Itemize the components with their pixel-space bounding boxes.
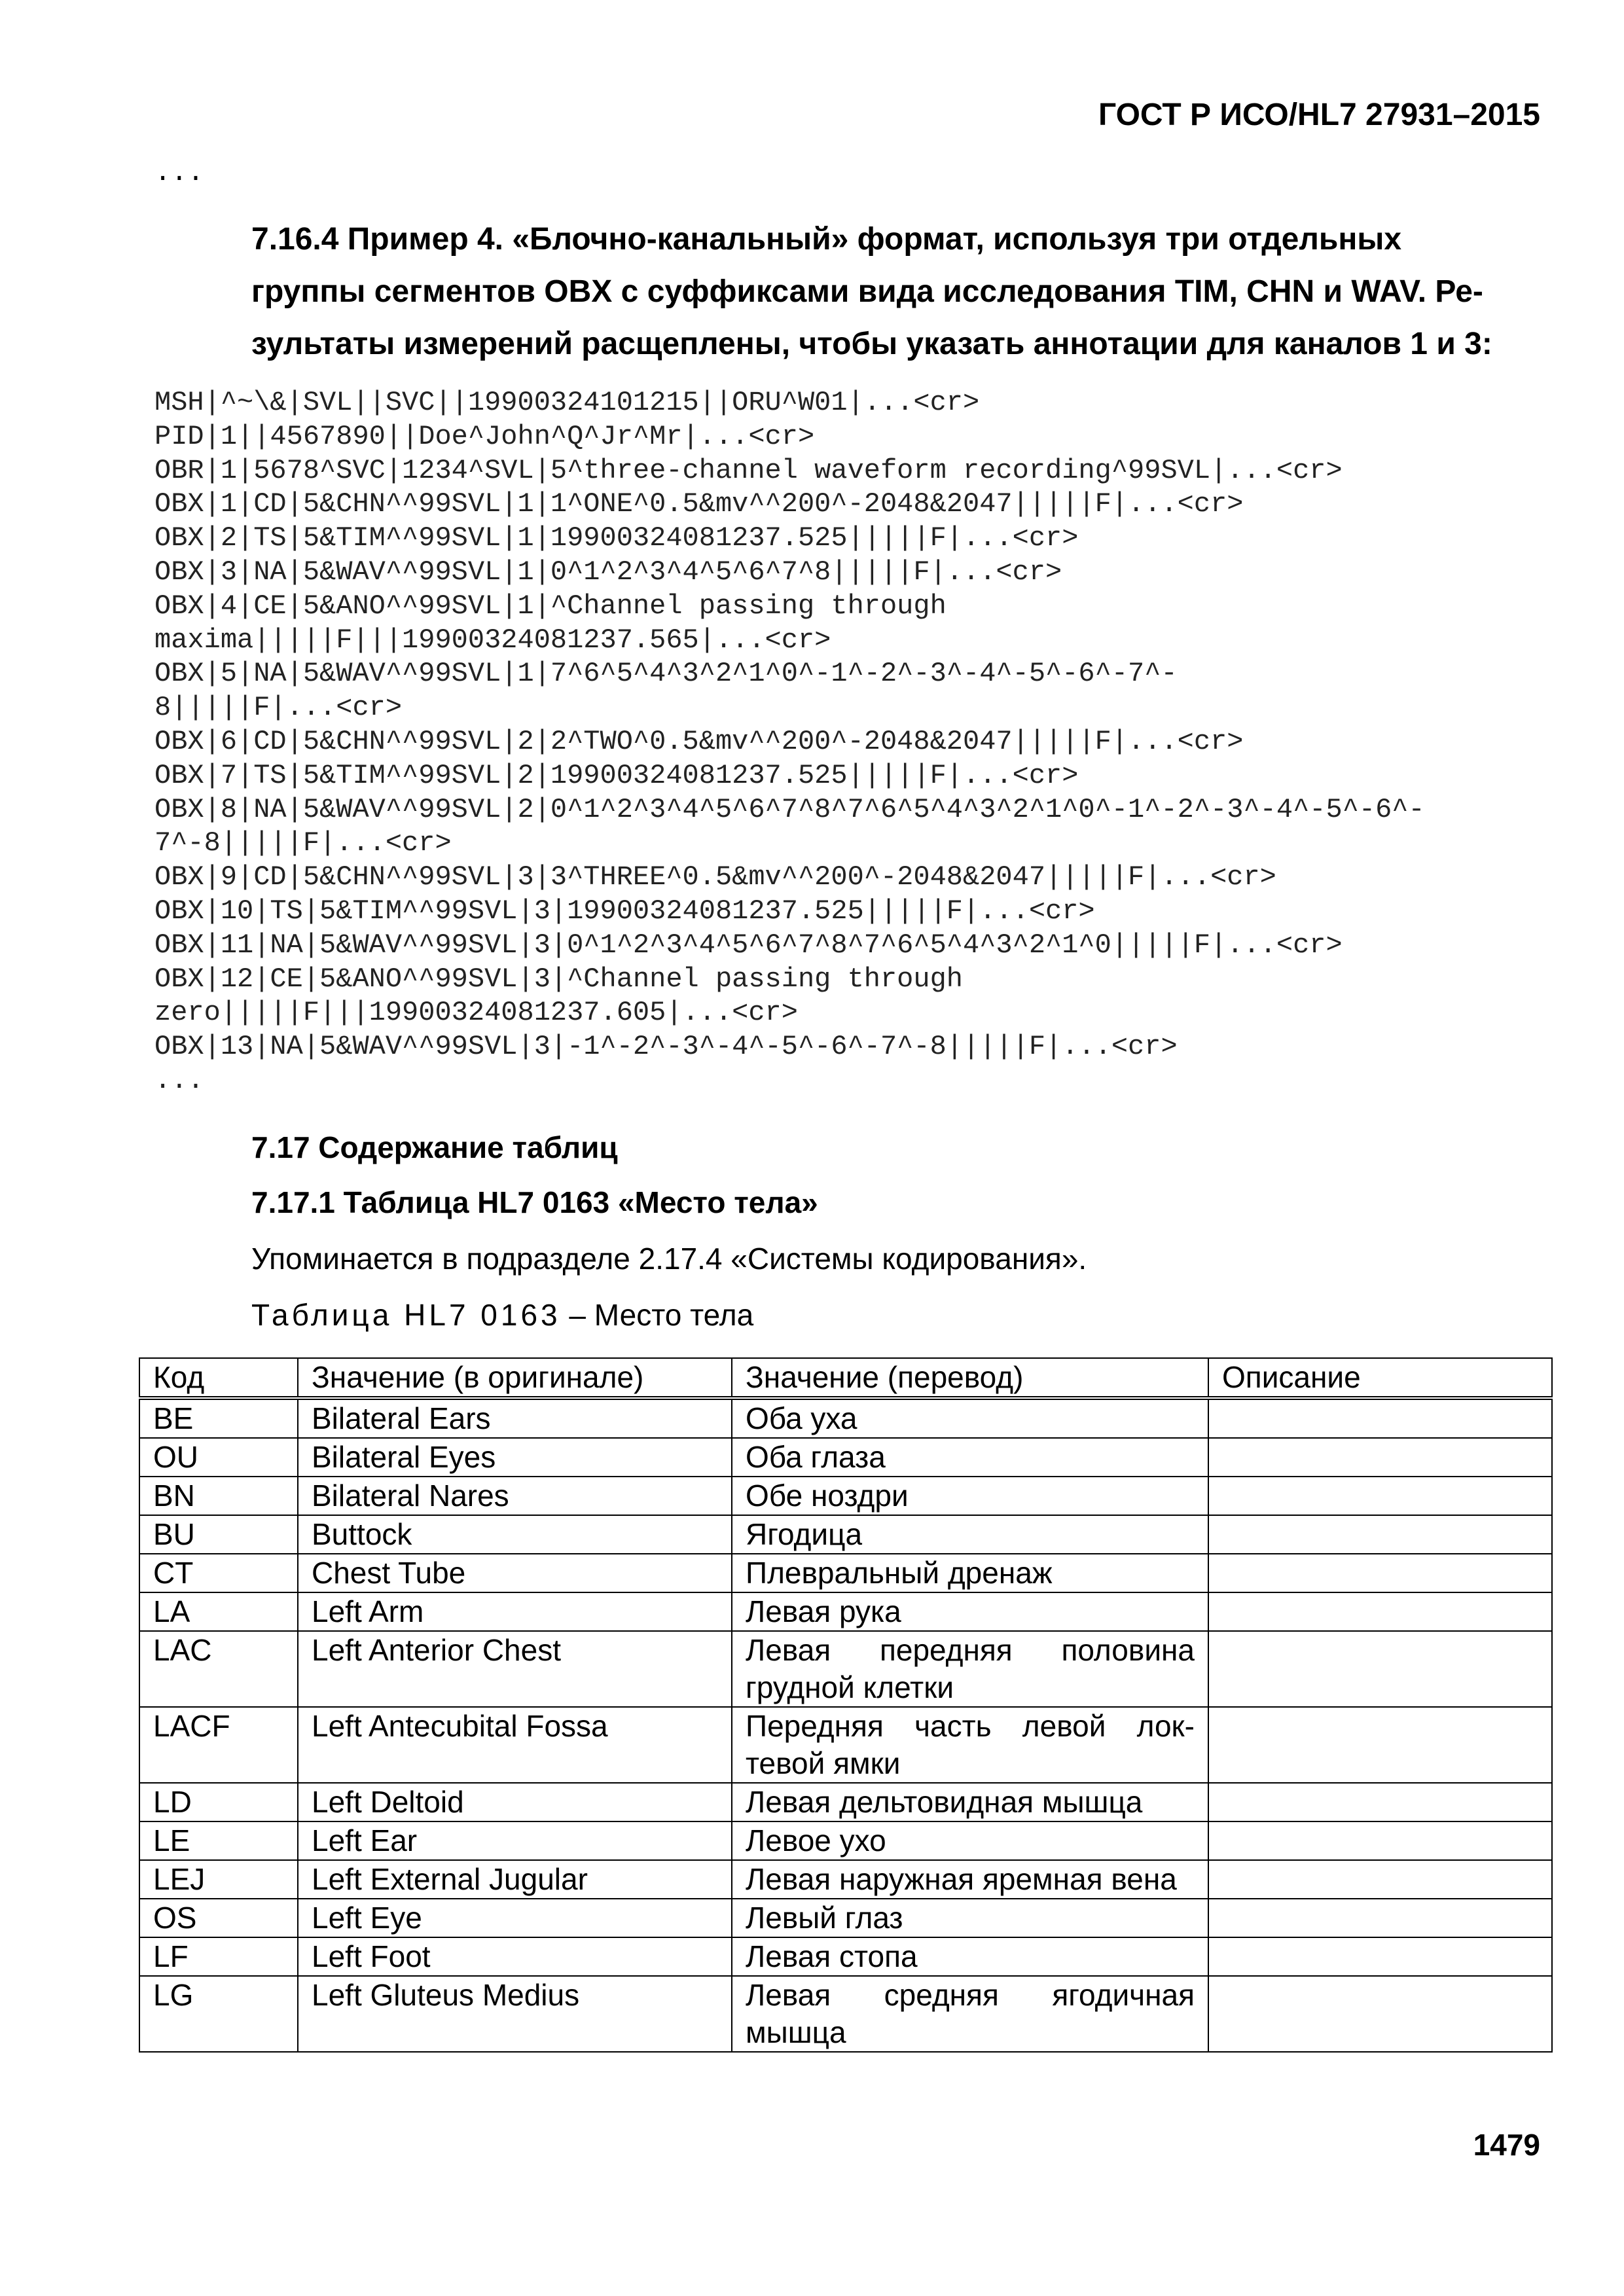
code-cell: LG: [139, 1976, 298, 2052]
document-standard-title: ГОСТ Р ИСО/HL7 27931–2015: [1098, 98, 1540, 132]
continuation-ellipsis: ...: [154, 157, 204, 188]
translation-cell: Левая дельтовидная мышца: [732, 1783, 1208, 1821]
original-value-cell: Left Arm: [298, 1592, 732, 1631]
table-row: [139, 1398, 1552, 1438]
example-heading-line: группы сегментов OBX с суффиксами вида исследования TIM, CHN и WAV. Ре-: [251, 274, 1483, 309]
code-cell: BU: [139, 1515, 298, 1554]
code-line: OBR|1|5678^SVC|1234^SVL|5^three-channel waveform recording^99SVL|...<cr>: [154, 454, 1343, 486]
table-header-row: [139, 1358, 1552, 1398]
original-value-cell: Left External Jugular: [298, 1860, 732, 1899]
translation-cell: Левая средняя ягодичная мышца: [732, 1976, 1208, 2052]
translation-cell: Передняя часть левой лок-тевой ямки: [732, 1707, 1208, 1783]
code-line: OBX|2|TS|5&TIM^^99SVL|1|19900324081237.525|||||F|...<cr>: [154, 522, 1079, 554]
original-value-cell: Bilateral Nares: [298, 1477, 732, 1515]
original-value-cell: Left Anterior Chest: [298, 1631, 732, 1707]
table-row: [139, 1783, 1552, 1821]
table-row: [139, 1821, 1552, 1860]
page-number: 1479: [1473, 2128, 1540, 2162]
code-cell: LD: [139, 1783, 298, 1821]
original-value-cell: Bilateral Ears: [298, 1398, 732, 1438]
description-cell: [1208, 1899, 1552, 1937]
intro-paragraph: Упоминается в подразделе 2.17.4 «Системы кодирования».: [251, 1242, 1087, 1276]
table-header-cell: Значение (в оригинале): [298, 1358, 732, 1398]
code-cell: LAC: [139, 1631, 298, 1707]
description-cell: [1208, 1477, 1552, 1515]
table-row: [139, 1976, 1552, 2052]
description-cell: [1208, 1821, 1552, 1860]
description-cell: [1208, 1860, 1552, 1899]
code-line: OBX|4|CE|5&ANO^^99SVL|1|^Channel passing through: [154, 590, 947, 622]
example-heading: [251, 213, 1540, 370]
code-line: OBX|1|CD|5&CHN^^99SVL|1|1^ONE^0.5&mv^^200^-2048&2047|||||F|...<cr>: [154, 488, 1244, 520]
original-value-cell: Left Ear: [298, 1821, 732, 1860]
code-line: maxima|||||F|||19900324081237.565|...<cr>: [154, 624, 831, 656]
code-line: OBX|13|NA|5&WAV^^99SVL|3|-1^-2^-3^-4^-5^-6^-7^-8|||||F|...<cr>: [154, 1031, 1178, 1063]
table-caption: [251, 1297, 753, 1333]
code-line: OBX|6|CD|5&CHN^^99SVL|2|2^TWO^0.5&mv^^200^-2048&2047|||||F|...<cr>: [154, 725, 1244, 757]
original-value-cell: Buttock: [298, 1515, 732, 1554]
code-cell: OS: [139, 1899, 298, 1937]
code-cell: OU: [139, 1438, 298, 1477]
description-cell: [1208, 1438, 1552, 1477]
description-cell: [1208, 1554, 1552, 1592]
translation-cell: Левое ухо: [732, 1821, 1208, 1860]
table-row: [139, 1937, 1552, 1976]
table-body: [139, 1398, 1552, 2052]
table-caption-label: Таблица HL7 0163: [251, 1298, 561, 1332]
example-heading-number: 7.16.4: [251, 222, 339, 257]
original-value-cell: Left Foot: [298, 1937, 732, 1976]
section-title-7-17-1: 7.17.1 Таблица HL7 0163 «Место тела»: [251, 1185, 818, 1219]
translation-cell: Левая рука: [732, 1592, 1208, 1631]
code-cell: BN: [139, 1477, 298, 1515]
code-line: OBX|5|NA|5&WAV^^99SVL|1|7^6^5^4^3^2^1^0^-1^-2^-3^-4^-5^-6^-7^-: [154, 658, 1178, 690]
code-cell: LEJ: [139, 1860, 298, 1899]
description-cell: [1208, 1631, 1552, 1707]
code-cell: LA: [139, 1592, 298, 1631]
hl7-message-code-block: [154, 386, 1555, 1098]
code-cell: LE: [139, 1821, 298, 1860]
code-line: OBX|9|CD|5&CHN^^99SVL|3|3^THREE^0.5&mv^^200^-2048&2047|||||F|...<cr>: [154, 861, 1276, 893]
description-cell: [1208, 1515, 1552, 1554]
table-row: [139, 1707, 1552, 1783]
table-header-cell: Код: [139, 1358, 298, 1398]
description-cell: [1208, 1592, 1552, 1631]
code-line: PID|1||4567890||Doe^John^Q^Jr^Mr|...<cr>: [154, 420, 815, 452]
description-cell: [1208, 1398, 1552, 1438]
translation-cell: Плевральный дренаж: [732, 1554, 1208, 1592]
table-caption-dash: –: [569, 1298, 586, 1332]
translation-cell: Левый глаз: [732, 1899, 1208, 1937]
code-line: MSH|^~\&|SVL||SVC||19900324101215||ORU^W01|...<cr>: [154, 387, 980, 418]
table-row: [139, 1554, 1552, 1592]
code-line: OBX|11|NA|5&WAV^^99SVL|3|0^1^2^3^4^5^6^7^8^7^6^5^4^3^2^1^0|||||F|...<cr>: [154, 929, 1343, 961]
code-line: OBX|10|TS|5&TIM^^99SVL|3|19900324081237.525|||||F|...<cr>: [154, 895, 1095, 927]
original-value-cell: Left Antecubital Fossa: [298, 1707, 732, 1783]
table-row: [139, 1438, 1552, 1477]
code-line: zero|||||F|||19900324081237.605|...<cr>: [154, 997, 798, 1029]
code-cell: CT: [139, 1554, 298, 1592]
example-heading-line: зультаты измерений расщеплены, чтобы указать аннотации для каналов 1 и 3:: [251, 327, 1492, 361]
translation-cell: Обе ноздри: [732, 1477, 1208, 1515]
description-cell: [1208, 1976, 1552, 2052]
description-cell: [1208, 1707, 1552, 1783]
original-value-cell: Bilateral Eyes: [298, 1438, 732, 1477]
section-title-7-17: 7.17 Содержание таблиц: [251, 1130, 618, 1164]
code-line: 8|||||F|...<cr>: [154, 692, 403, 724]
original-value-cell: Chest Tube: [298, 1554, 732, 1592]
original-value-cell: Left Gluteus Medius: [298, 1976, 732, 2052]
table-row: [139, 1515, 1552, 1554]
translation-cell: Левая передняя половина грудной клетки: [732, 1631, 1208, 1707]
translation-cell: Оба глаза: [732, 1438, 1208, 1477]
table-header-cell: Описание: [1208, 1358, 1552, 1398]
table-row: [139, 1477, 1552, 1515]
code-line: 7^-8|||||F|...<cr>: [154, 827, 452, 859]
table-row: [139, 1899, 1552, 1937]
translation-cell: Оба уха: [732, 1398, 1208, 1438]
example-heading-line: 7.16.4 Пример 4. «Блочно-канальный» формат, используя три отдельных: [251, 222, 1402, 257]
table-row: [139, 1592, 1552, 1631]
translation-cell: Левая стопа: [732, 1937, 1208, 1976]
table-caption-title: Место тела: [594, 1298, 754, 1332]
body-site-table: [139, 1357, 1553, 2053]
code-cell: BE: [139, 1398, 298, 1438]
original-value-cell: Left Deltoid: [298, 1783, 732, 1821]
table-header-cell: Значение (перевод): [732, 1358, 1208, 1398]
code-line: OBX|12|CE|5&ANO^^99SVL|3|^Channel passing through: [154, 963, 964, 995]
original-value-cell: Left Eye: [298, 1899, 732, 1937]
table-row: [139, 1631, 1552, 1707]
translation-cell: Левая наружная яремная вена: [732, 1860, 1208, 1899]
code-cell: LF: [139, 1937, 298, 1976]
table-row: [139, 1860, 1552, 1899]
description-cell: [1208, 1783, 1552, 1821]
code-line: OBX|7|TS|5&TIM^^99SVL|2|19900324081237.525|||||F|...<cr>: [154, 759, 1079, 791]
translation-cell: Ягодица: [732, 1515, 1208, 1554]
code-cell: LACF: [139, 1707, 298, 1783]
code-line: ...: [154, 1064, 204, 1096]
code-line: OBX|8|NA|5&WAV^^99SVL|2|0^1^2^3^4^5^6^7^8^7^6^5^4^3^2^1^0^-1^-2^-3^-4^-5^-6^-: [154, 793, 1425, 825]
code-line: OBX|3|NA|5&WAV^^99SVL|1|0^1^2^3^4^5^6^7^8|||||F|...<cr>: [154, 556, 1062, 588]
description-cell: [1208, 1937, 1552, 1976]
